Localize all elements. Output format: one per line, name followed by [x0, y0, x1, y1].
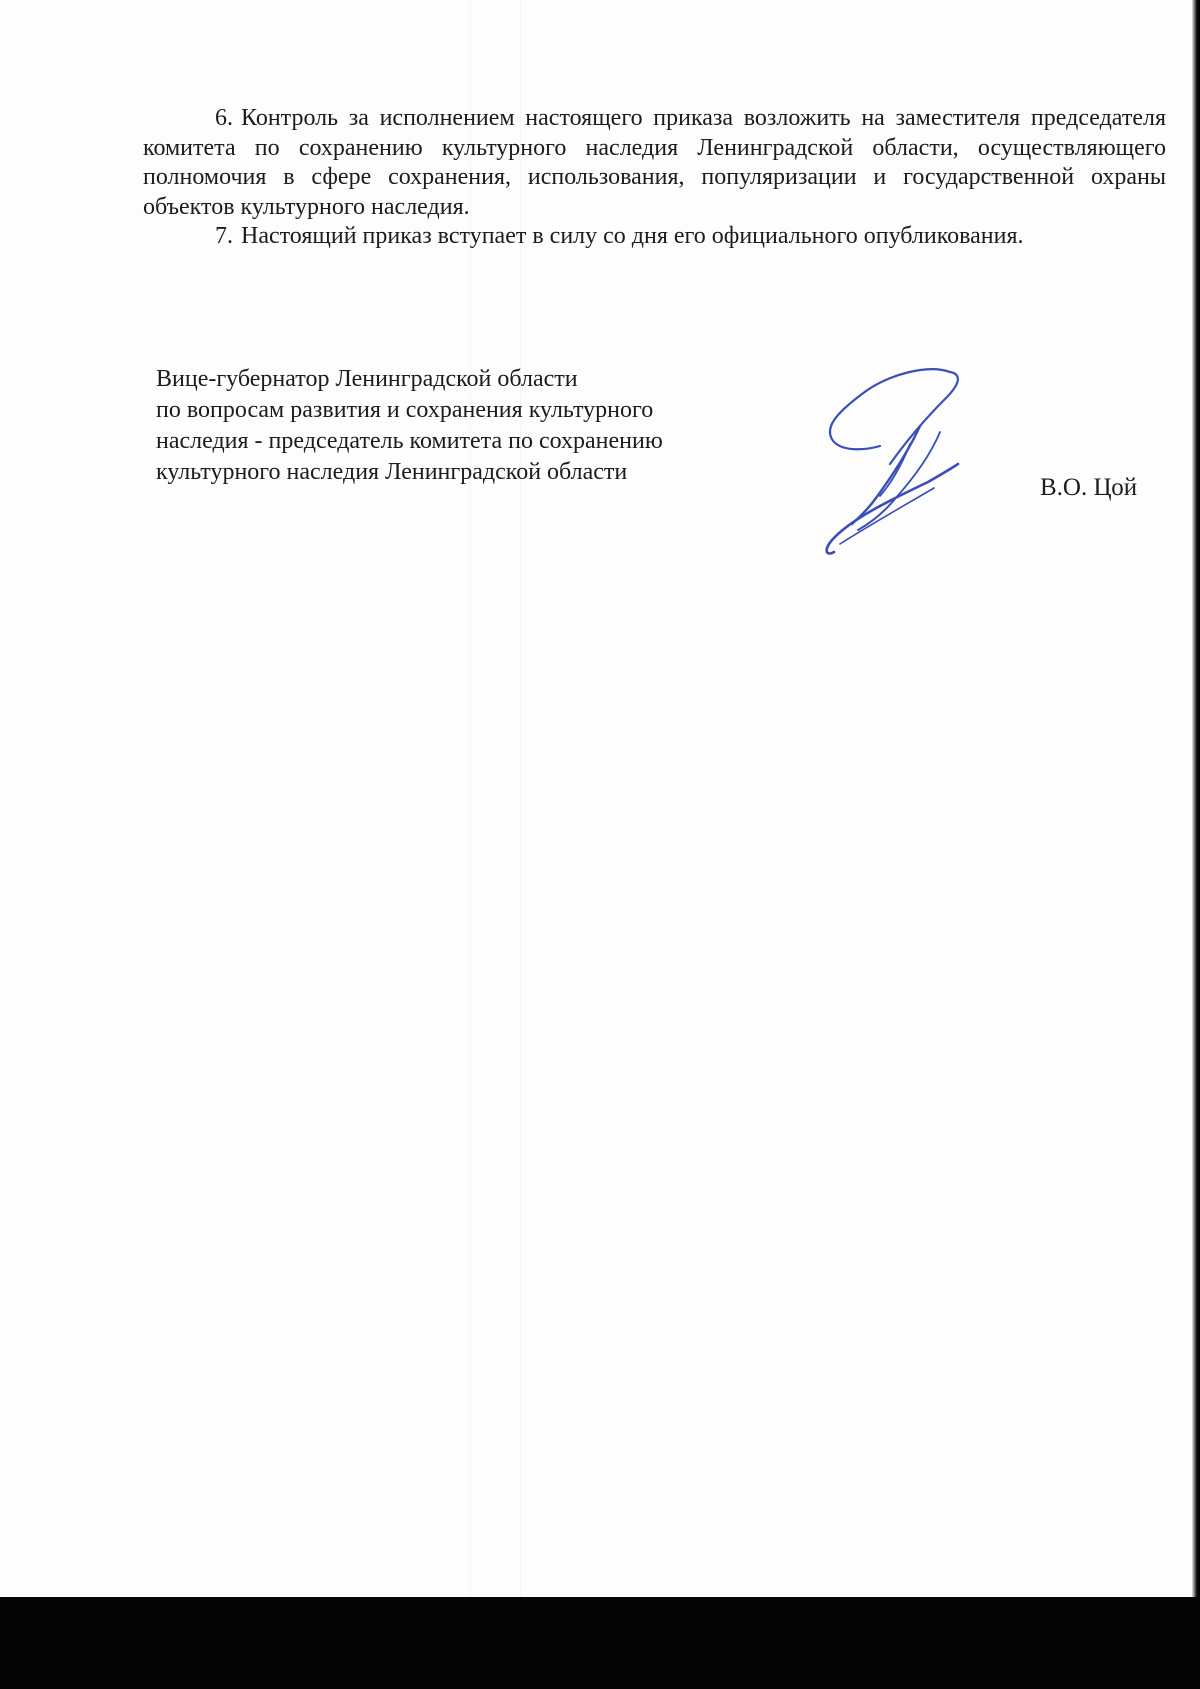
paragraph-text: Настоящий приказ вступает в силу со дня его официального опубликования.	[241, 223, 1024, 249]
signatory-position	[156, 364, 796, 488]
signatory-position-line: Вице-губернатор Ленинградской области	[156, 366, 578, 392]
paragraph-number: 6.	[215, 105, 233, 131]
paragraph-6	[143, 104, 1166, 222]
signatory-name: В.О. Цой	[1040, 474, 1138, 501]
document-body	[143, 104, 1166, 252]
paragraph-text: Контроль за исполнением настоящего приказа возложить на заместителя председателя комитета по сохранению культурного наследия Ленинградской области, осуществляющего полномочия в сфере сохранения, использования, популяризации и государственной охраны объектов культурного наследия.	[143, 105, 1166, 220]
handwritten-signature	[810, 360, 1010, 570]
signatory-position-line: культурного наследия Ленинградской области	[156, 459, 628, 485]
paragraph-number: 7.	[215, 223, 233, 249]
scan-edge-right	[1192, 0, 1200, 1689]
paragraph-7	[143, 222, 1166, 252]
signatory-position-line: наследия - председатель комитета по сохранению	[156, 428, 663, 454]
scan-edge-bottom	[0, 1597, 1200, 1689]
signatory-position-line: по вопросам развития и сохранения культурного	[156, 397, 654, 423]
